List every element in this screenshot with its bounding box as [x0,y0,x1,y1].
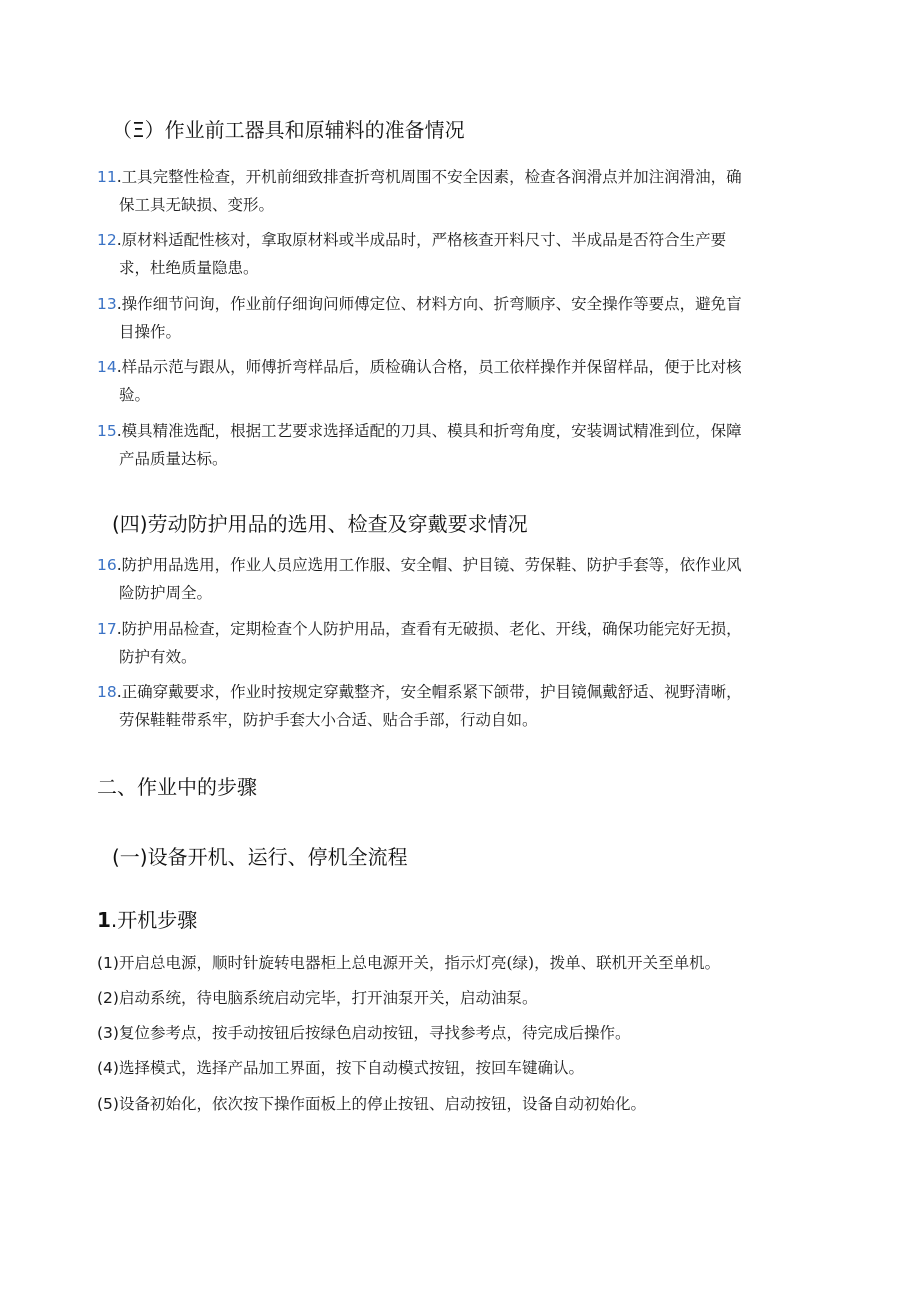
step-number: (2) [97,989,119,1007]
step-number: (5) [97,1095,119,1113]
part-heading-in-operation-steps: 二、作业中的步骤 [97,775,257,799]
subsection-heading-equipment-flow: (一)设备开机、运行、停机全流程 [112,845,408,869]
step-text: 启动系统，待电脑系统启动完毕，打开油泵开关，启动油泵。 [118,989,538,1007]
item-text: .原材料适配性核对，拿取原材料或半成品时，严格核查开料尺寸、半成品是否符合生产要 [116,231,727,249]
item-text: .操作细节问询，作业前仔细询问师傅定位、材料方向、折弯顺序、安全操作等要点，避免盲 [116,295,742,313]
item-text-continued: 险防护周全。 [119,584,213,602]
section-heading-protective-equipment: (四)劳动防护用品的选用、检查及穿戴要求情况 [112,512,528,536]
item-number: 14 [97,358,117,376]
heading-text: .开机步骤 [110,908,198,932]
item-text: .样品示范与跟从，师傅折弯样品后，质检确认合格，员工依样操作并保留样品，便于比对核 [116,358,742,376]
step-number: (4) [97,1059,119,1077]
step-number: (3) [97,1024,119,1042]
item-text-continued: 求，杜绝质量隐患。 [119,259,259,277]
item-text: .工具完整性检查，开机前细致排查折弯机周围不安全因素，检查各润滑点并加注润滑油，确 [116,168,742,186]
item-number: 13 [97,295,117,313]
item-number: 16 [97,556,117,574]
startup-step [97,1054,817,1082]
list-item [97,678,817,734]
step-text: 开启总电源，顺时针旋转电器柜上总电源开关，指示灯亮(绿)，拨单、联机开关至单机。 [118,954,721,972]
list-item [97,551,817,607]
heading-number: 1 [97,908,111,932]
item-number: 11 [97,168,117,186]
section-heading-tools-materials: （Ξ）作业前工器具和原辅料的准备情况 [112,118,465,142]
item-number: 17 [97,620,117,638]
step-number: (1) [97,954,119,972]
item-text-continued: 防护有效。 [119,648,197,666]
list-item [97,226,817,282]
item-number: 18 [97,683,117,701]
item-text-continued: 产品质量达标。 [119,450,228,468]
item-number: 15 [97,422,117,440]
item-text: .模具精准选配，根据工艺要求选择适配的刀具、模具和折弯角度，安装调试精准到位，保障 [116,422,742,440]
item-text: .防护用品检查，定期检查个人防护用品，查看有无破损、老化、开线，确保功能完好无损， [116,620,742,638]
item-number: 12 [97,231,117,249]
startup-step [97,1019,817,1047]
item-text-continued: 劳保鞋鞋带系牢，防护手套大小合适、贴合手部，行动自如。 [119,711,538,729]
list-item [97,353,817,409]
step-text: 复位参考点，按手动按钮后按绿色启动按钮，寻找参考点，待完成后操作。 [118,1024,631,1042]
startup-step [97,984,817,1012]
item-text-continued: 验。 [119,386,151,404]
step-text: 设备初始化，依次按下操作面板上的停止按钮、启动按钮，设备自动初始化。 [118,1095,646,1113]
startup-step [97,1090,817,1118]
list-item [97,163,817,219]
startup-steps-heading [97,906,197,934]
item-text: .防护用品选用，作业人员应选用工作服、安全帽、护目镜、劳保鞋、防护手套等，依作业风 [116,556,742,574]
startup-step [97,949,817,977]
item-text: .正确穿戴要求，作业时按规定穿戴整齐，安全帽系紧下颌带，护目镜佩戴舒适、视野清晰， [116,683,742,701]
item-text-continued: 目操作。 [119,323,182,341]
item-text-continued: 保工具无缺损、变形。 [119,196,275,214]
list-item [97,615,817,671]
list-item [97,417,817,473]
list-item [97,290,817,346]
step-text: 选择模式，选择产品加工界面，按下自动模式按钮，按回车键确认。 [118,1059,584,1077]
